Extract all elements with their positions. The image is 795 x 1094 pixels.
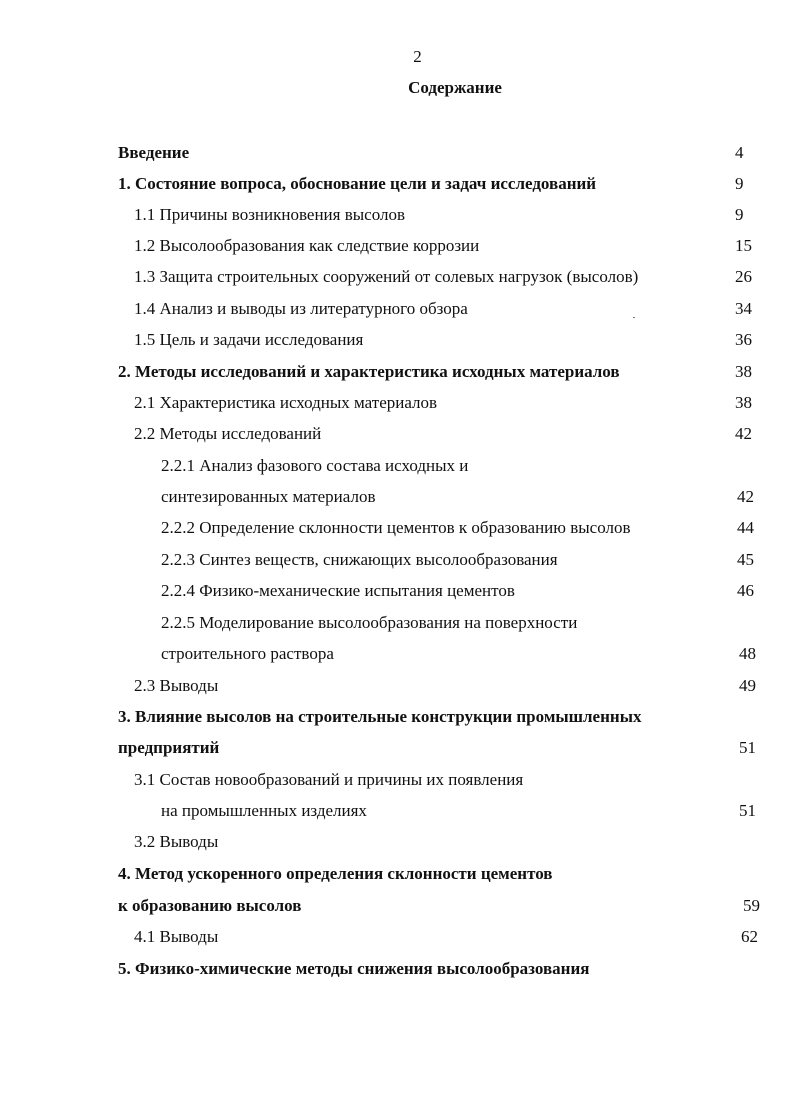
toc-entry-continuation: предприятий — [118, 738, 220, 757]
toc-page-number: 26 — [735, 267, 752, 286]
page-number: 2 — [413, 47, 422, 66]
toc-page-number: 48 — [739, 644, 756, 663]
toc-page-number: 34 — [735, 299, 752, 318]
toc-entry-chapter-4: 4. Метод ускоренного определения склонности цементов — [118, 864, 553, 883]
toc-entry-section-1-5: 1.5 Цель и задачи исследования — [134, 330, 364, 349]
toc-page-number: 59 — [743, 896, 760, 915]
toc-page-number: 62 — [741, 927, 758, 946]
toc-entry-chapter-5: 5. Физико-химические методы снижения высолообразования — [118, 959, 590, 978]
toc-entry-subsection-2-2-5: 2.2.5 Моделирование высолообразования на поверхности — [161, 613, 578, 632]
toc-page-number: 36 — [735, 330, 752, 349]
toc-entry-section-1-1: 1.1 Причины возникновения высолов — [134, 205, 405, 224]
toc-page-number: 51 — [739, 738, 756, 757]
scan-speck — [633, 317, 635, 318]
toc-entry-section-1-3: 1.3 Защита строительных сооружений от солевых нагрузок (высолов) — [134, 267, 639, 286]
toc-entry-intro: Введение — [118, 143, 190, 162]
toc-entry-section-1-2: 1.2 Высолообразования как следствие коррозии — [134, 236, 480, 255]
toc-entry-section-2-3: 2.3 Выводы — [134, 676, 219, 695]
toc-entry-section-1-4: 1.4 Анализ и выводы из литературного обзора — [134, 299, 468, 318]
toc-entry-continuation: на промышленных изделиях — [161, 801, 367, 820]
toc-entry-section-3-2: 3.2 Выводы — [134, 832, 219, 851]
toc-entry-chapter-1: 1. Состояние вопроса, обоснование цели и задач исследований — [118, 174, 597, 193]
toc-page-number: 9 — [735, 174, 744, 193]
toc-page-number: 46 — [737, 581, 754, 600]
toc-entry-subsection-2-2-2: 2.2.2 Определение склонности цементов к образованию высолов — [161, 518, 631, 537]
toc-page-number: 9 — [735, 205, 744, 224]
toc-entry-subsection-2-2-3: 2.2.3 Синтез веществ, снижающих высолообразования — [161, 550, 558, 569]
toc-page-number: 44 — [737, 518, 754, 537]
toc-entry-continuation: синтезированных материалов — [161, 487, 376, 506]
toc-entry-section-3-1: 3.1 Состав новообразований и причины их появления — [134, 770, 524, 789]
toc-entry-subsection-2-2-1: 2.2.1 Анализ фазового состава исходных и — [161, 456, 469, 475]
toc-entry-continuation: к образованию высолов — [118, 896, 302, 915]
toc-page-number: 38 — [735, 362, 752, 381]
toc-entry-section-4-1: 4.1 Выводы — [134, 927, 219, 946]
toc-page-number: 42 — [735, 424, 752, 443]
toc-page-number: 38 — [735, 393, 752, 412]
toc-entry-section-2-1: 2.1 Характеристика исходных материалов — [134, 393, 438, 412]
toc-page-number: 51 — [739, 801, 756, 820]
toc-page-number: 4 — [735, 143, 744, 162]
toc-page-number: 42 — [737, 487, 754, 506]
toc-entry-chapter-3: 3. Влияние высолов на строительные конструкции промышленных — [118, 707, 642, 726]
toc-page-number: 15 — [735, 236, 752, 255]
toc-entry-chapter-2: 2. Методы исследований и характеристика исходных материалов — [118, 362, 620, 381]
toc-entry-continuation: строительного раствора — [161, 644, 334, 663]
toc-page-number: 45 — [737, 550, 754, 569]
toc-entry-subsection-2-2-4: 2.2.4 Физико-механические испытания цементов — [161, 581, 515, 600]
toc-entry-section-2-2: 2.2 Методы исследований — [134, 424, 322, 443]
page-title: Содержание — [408, 78, 502, 97]
toc-page-number: 49 — [739, 676, 756, 695]
